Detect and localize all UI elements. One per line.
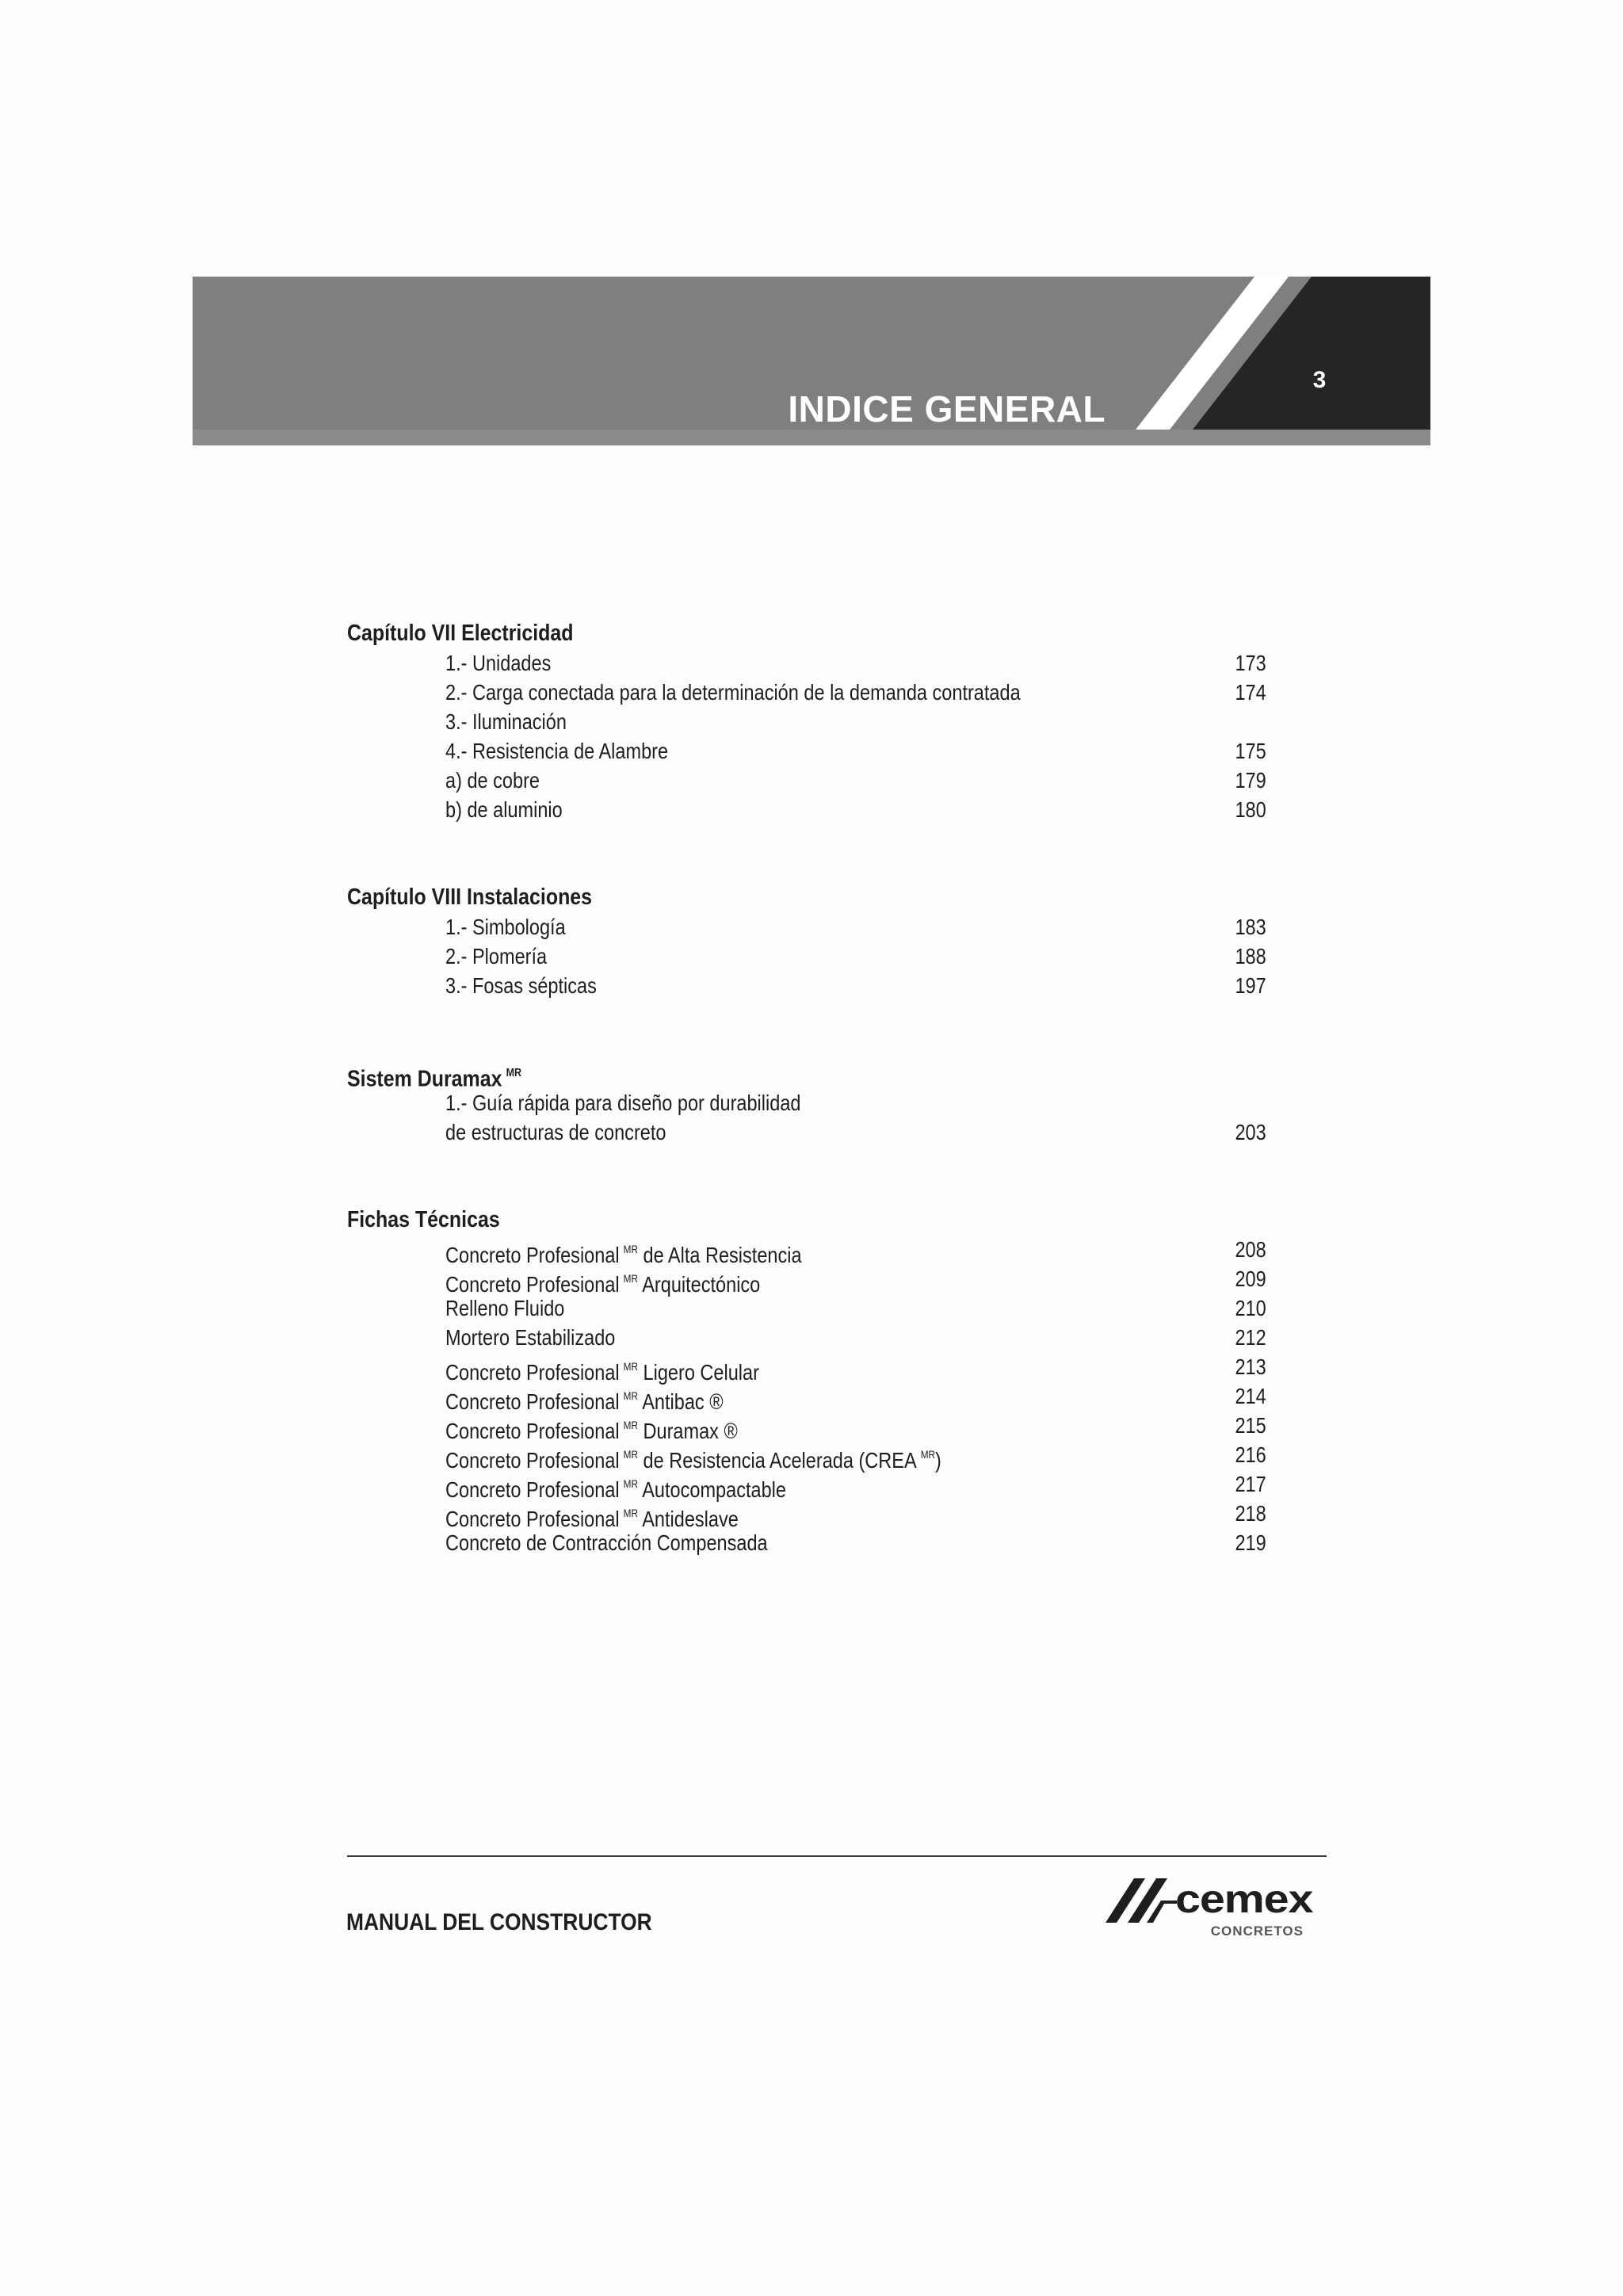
entry-page-number: 213 <box>1235 1354 1266 1379</box>
index-section <box>347 1059 1266 1147</box>
index-entry[interactable] <box>347 1499 1266 1531</box>
section-title <box>347 883 1138 912</box>
entry-label <box>445 1293 564 1323</box>
index-entry[interactable] <box>347 1352 1266 1385</box>
entry-label-text: Concreto Profesional <box>445 1359 620 1385</box>
entry-label-text: Concreto Profesional <box>445 1389 620 1414</box>
logo-wordmark: cemex <box>1175 1877 1313 1921</box>
footer-title: MANUAL DEL CONSTRUCTOR <box>346 1909 652 1935</box>
index-entry[interactable] <box>347 1440 1266 1473</box>
entry-label <box>445 1088 800 1117</box>
entry-superscript: MR <box>623 1389 638 1402</box>
index-entry[interactable] <box>347 795 1266 824</box>
entry-label-text: de estructuras de concreto <box>445 1120 666 1144</box>
section-title-text: Fichas Técnicas <box>347 1207 500 1232</box>
entry-page-number: 219 <box>1235 1530 1266 1555</box>
entry-label <box>445 648 551 678</box>
entry-label <box>445 971 597 1000</box>
entry-label-text: 4.- Resistencia de Alambre <box>445 739 669 763</box>
entry-page-number: 174 <box>1235 680 1266 705</box>
section-title <box>347 619 1138 648</box>
entry-label-text: 1.- Unidades <box>445 651 552 675</box>
entry-label-text: Concreto Profesional <box>445 1506 620 1531</box>
entry-page-number: 212 <box>1235 1325 1266 1350</box>
index-entry[interactable] <box>347 1469 1266 1502</box>
entry-page-number: 203 <box>1235 1120 1266 1144</box>
index-entry[interactable] <box>347 1293 1266 1323</box>
entry-page-number: 210 <box>1235 1296 1266 1320</box>
entry-superscript: MR <box>623 1243 638 1255</box>
entry-page-number: 179 <box>1235 768 1266 793</box>
section-title <box>347 1205 1138 1235</box>
entry-page-number: 217 <box>1235 1472 1266 1496</box>
logo-subtitle: CONCRETOS <box>1210 1924 1304 1939</box>
entry-label-suffix: Antideslave <box>637 1506 739 1531</box>
entry-superscript: MR <box>623 1360 638 1373</box>
index-entry[interactable] <box>347 912 1266 942</box>
entry-label-suffix: Autocompactable <box>637 1477 786 1502</box>
entry-label-suffix: Ligero Celular <box>637 1359 759 1385</box>
section-title-text: Capítulo VIII Instalaciones <box>347 884 593 910</box>
entry-label-suffix: Duramax ® <box>637 1418 738 1443</box>
entry-label-suffix: Arquitectónico <box>637 1271 761 1297</box>
index-section <box>347 883 1266 1000</box>
entry-label-text: Concreto Profesional <box>445 1477 620 1502</box>
cemex-logo <box>1106 1877 1313 1940</box>
page-title: INDICE GENERAL <box>788 388 1106 430</box>
entry-label-text: 3.- Fosas sépticas <box>445 973 597 998</box>
section-title-superscript: MR <box>506 1067 522 1079</box>
entry-page-number: 175 <box>1235 739 1266 763</box>
entry-label <box>445 942 547 971</box>
entry-label <box>445 707 567 736</box>
index-entry[interactable] <box>347 1528 1266 1557</box>
entry-label-text: 3.- Iluminación <box>445 709 567 734</box>
entry-label <box>445 1528 768 1557</box>
entry-page-number: 180 <box>1235 797 1266 822</box>
index-entry[interactable] <box>347 766 1266 795</box>
entry-label-text: a) de cobre <box>445 768 540 793</box>
entry-label-text: 2.- Carga conectada para la determinación de la demanda contratada <box>445 680 1021 705</box>
index-section <box>347 1205 1266 1557</box>
entry-page-number: 197 <box>1235 973 1266 998</box>
index-entry[interactable] <box>347 648 1266 678</box>
entry-page-number: 215 <box>1235 1413 1266 1438</box>
entry-label-text: Concreto Profesional <box>445 1447 620 1473</box>
entry-label <box>445 912 566 942</box>
index-content <box>347 619 1266 1616</box>
entry-label <box>445 795 563 824</box>
entry-page-number: 183 <box>1235 915 1266 939</box>
entry-label-text: 2.- Plomería <box>445 944 548 968</box>
entry-superscript: MR <box>623 1272 638 1285</box>
index-section <box>347 619 1266 824</box>
entry-label-text: Relleno Fluido <box>445 1296 565 1320</box>
entry-superscript: MR <box>623 1507 638 1519</box>
index-entry[interactable] <box>347 971 1266 1000</box>
entry-label <box>445 1117 666 1147</box>
entry-label <box>445 766 540 795</box>
entry-label-text: 1.- Simbología <box>445 915 566 939</box>
index-entry[interactable] <box>347 1117 1266 1147</box>
section-title-text: Sistem Duramax <box>347 1066 502 1092</box>
entry-page-number: 218 <box>1235 1501 1266 1526</box>
entry-label-text: Concreto Profesional <box>445 1418 620 1443</box>
index-entry[interactable] <box>347 736 1266 766</box>
footer-divider <box>347 1855 1327 1857</box>
entry-page-number: 209 <box>1235 1266 1266 1291</box>
page-number: 3 <box>1312 367 1327 393</box>
index-entry[interactable] <box>347 1264 1266 1297</box>
entry-page-number: 188 <box>1235 944 1266 968</box>
entry-page-number: 208 <box>1235 1237 1266 1262</box>
entry-superscript: MR <box>623 1419 638 1431</box>
entry-label-text: Mortero Estabilizado <box>445 1325 616 1350</box>
entry-label-suffix: de Alta Resistencia <box>637 1242 802 1267</box>
index-entry[interactable] <box>347 1381 1266 1414</box>
entry-label-text: Concreto Profesional <box>445 1242 620 1267</box>
section-title-text: Capítulo VII Electricidad <box>347 621 574 646</box>
entry-label-suffix: Antibac ® <box>637 1389 724 1414</box>
entry-label-text: 1.- Guía rápida para diseño por durabilidad <box>445 1091 801 1115</box>
entry-label <box>445 1323 615 1352</box>
header-banner <box>193 277 1430 445</box>
index-entry[interactable] <box>347 707 1266 736</box>
section-title <box>347 1059 1138 1092</box>
entry-label-text: Concreto de Contracción Compensada <box>445 1530 768 1555</box>
entry-label-text: b) de aluminio <box>445 797 563 822</box>
index-entry[interactable] <box>347 942 1266 971</box>
entry-label-text: Concreto Profesional <box>445 1271 620 1297</box>
entry-label <box>445 736 668 766</box>
index-entry[interactable] <box>347 1323 1266 1352</box>
entry-superscript: MR <box>920 1448 935 1461</box>
entry-page-number: 216 <box>1235 1442 1266 1467</box>
index-entry[interactable] <box>347 678 1266 707</box>
cemex-stripes-icon <box>1106 1877 1177 1924</box>
entry-page-number: 214 <box>1235 1384 1266 1408</box>
entry-label-end: ) <box>934 1447 941 1473</box>
entry-label-suffix: de Resistencia Acelerada (CREA <box>637 1447 917 1473</box>
entry-label <box>445 678 1021 707</box>
entry-superscript: MR <box>623 1448 638 1461</box>
entry-superscript: MR <box>623 1477 638 1490</box>
index-entry[interactable] <box>347 1411 1266 1443</box>
entry-page-number: 173 <box>1235 651 1266 675</box>
index-entry[interactable] <box>347 1088 1266 1117</box>
index-entry[interactable] <box>347 1235 1266 1267</box>
